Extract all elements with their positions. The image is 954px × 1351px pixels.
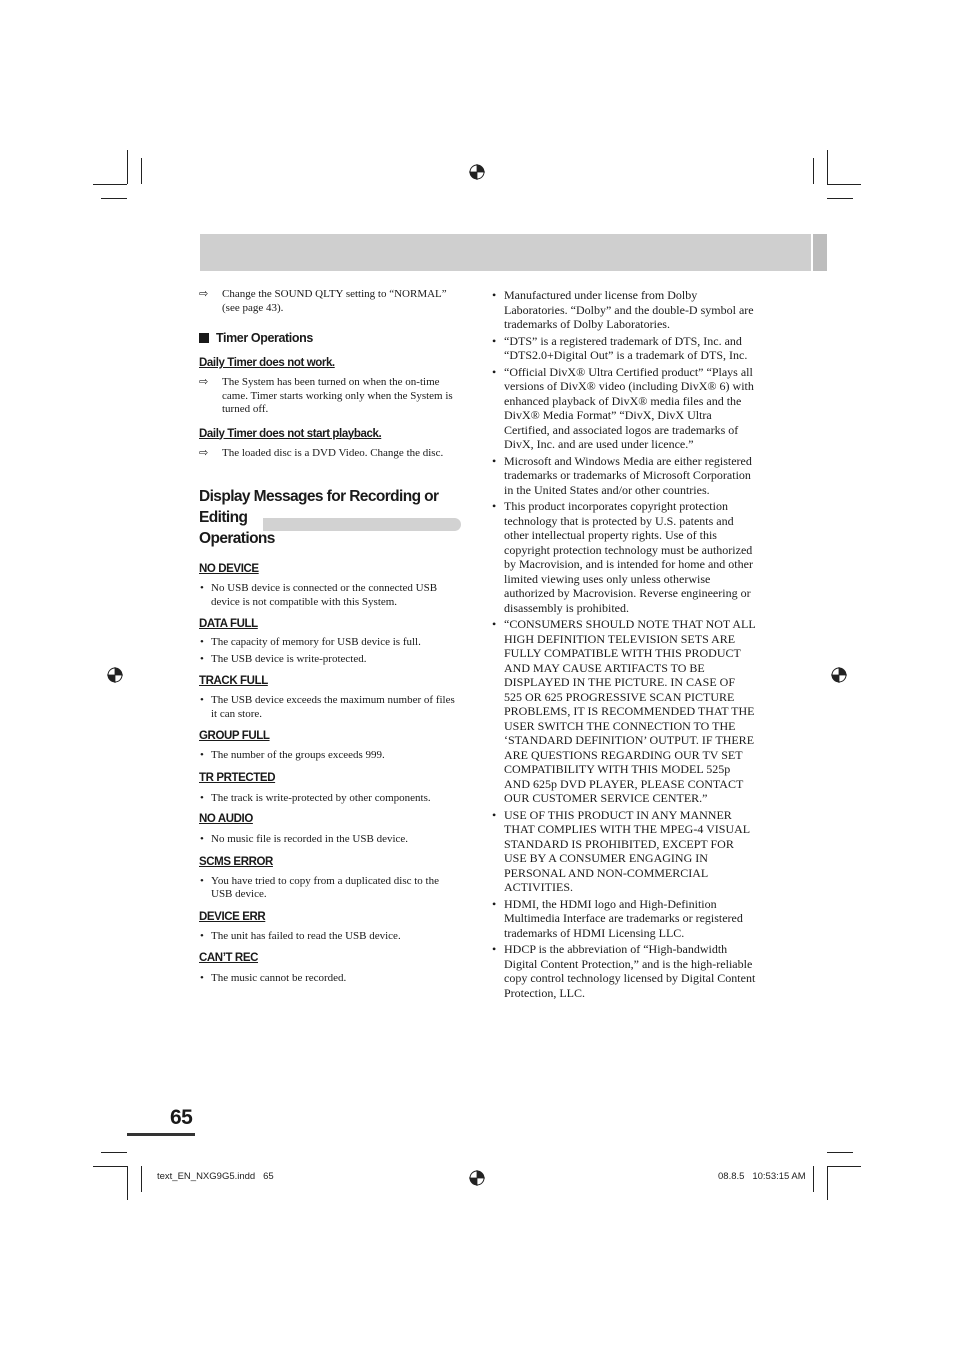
footer-timestamp: 08.8.5 10:53:15 AM bbox=[718, 1171, 806, 1182]
notice-item: • USE OF THIS PRODUCT IN ANY MANNER THAT COMPLIES WITH THE MPEG-4 VISUAL STANDARD IS PROHIBITED, EXCEPT FOR USE BY A CONSUMER ENGAGING IN PERSONAL AND NON-COMMERCIAL ACTIVITIES. bbox=[492, 808, 756, 895]
crop-mark bbox=[93, 184, 127, 185]
message-heading: CAN’T REC bbox=[199, 952, 259, 964]
message-heading: DATA FULL bbox=[199, 618, 258, 630]
page-number: 65 bbox=[170, 1106, 193, 1129]
message-heading: TRACK FULL bbox=[199, 675, 268, 687]
registration-mark-icon bbox=[107, 667, 123, 683]
message-heading: SCMS ERROR bbox=[199, 855, 273, 868]
display-section-title bbox=[199, 486, 461, 549]
message-bullet: • No USB device is connected or the connected USB device is not compatible with this System. bbox=[199, 582, 461, 609]
crop-mark bbox=[827, 1166, 828, 1200]
left-column bbox=[199, 288, 461, 986]
crop-mark bbox=[813, 1166, 814, 1192]
crop-mark bbox=[141, 1166, 142, 1192]
timer-item-text: The System has been turned on when the on-time came. Timer starts working only when the System is turned off. bbox=[222, 376, 453, 415]
timer-section-title-text: Timer Operations bbox=[216, 331, 313, 345]
crop-mark bbox=[827, 198, 853, 199]
timer-item-heading: Daily Timer does not start playback. bbox=[199, 427, 382, 440]
message-bullet: • The unit has failed to read the USB device. bbox=[199, 930, 461, 944]
notice-item: • Manufactured under license from Dolby Laboratories. “Dolby” and the double-D symbol are trademarks of Dolby Laboratories. bbox=[492, 288, 756, 332]
timer-item-text: The loaded disc is a DVD Video. Change the disc. bbox=[222, 446, 444, 459]
message-heading: NO DEVICE bbox=[199, 563, 259, 575]
crop-mark bbox=[813, 158, 814, 184]
registration-mark-icon bbox=[831, 667, 847, 683]
page-number-underline bbox=[127, 1133, 195, 1136]
notice-item: • “Official DivX® Ultra Certified product” “Plays all versions of DivX® video (including DivX® 6) with enhanced playback of DivX® media files and the DivX® Media Format” “DivX, DivX Ultra Certified, and associated logos are trademarks of DivX, Inc. and are used under licence.” bbox=[492, 365, 756, 452]
message-heading: DEVICE ERR bbox=[199, 910, 266, 923]
crop-mark bbox=[93, 1166, 127, 1167]
timer-item-note bbox=[199, 376, 461, 417]
square-bullet-icon bbox=[199, 333, 209, 343]
notice-item: • HDMI, the HDMI logo and High-Definition Multimedia Interface are trademarks or registered trademarks of HDMI Licensing LLC. bbox=[492, 897, 756, 941]
crop-mark bbox=[127, 150, 128, 184]
crop-mark bbox=[827, 184, 861, 185]
message-bullet: • You have tried to copy from a duplicated disc to the USB device. bbox=[199, 875, 461, 902]
timer-section-title bbox=[199, 331, 461, 345]
notice-item: • “DTS” is a registered trademark of DTS, Inc. and “DTS2.0+Digital Out” is a trademark of DTS, Inc. bbox=[492, 334, 756, 363]
timer-item-note bbox=[199, 447, 461, 461]
arrow-right-icon: ⇨ bbox=[199, 445, 209, 459]
crop-mark bbox=[101, 198, 127, 199]
message-bullet: • The USB device is write-protected. bbox=[199, 653, 461, 667]
message-bullet: • The music cannot be recorded. bbox=[199, 972, 461, 986]
notice-item: • Microsoft and Windows Media are either registered trademarks or trademarks of Microsoft Corporation in the United States and/or other countries. bbox=[492, 454, 756, 498]
crop-mark bbox=[827, 150, 828, 184]
intro-note-text: Change the SOUND QLTY setting to “NORMAL” (see page 43). bbox=[222, 288, 447, 314]
arrow-right-icon: ⇨ bbox=[199, 287, 209, 300]
registration-mark-icon bbox=[469, 164, 485, 180]
message-bullet: • The number of the groups exceeds 999. bbox=[199, 749, 461, 763]
timer-item-heading: Daily Timer does not work. bbox=[199, 357, 335, 369]
crop-mark bbox=[827, 1152, 853, 1153]
crop-mark bbox=[827, 1166, 861, 1167]
notice-item: • “CONSUMERS SHOULD NOTE THAT NOT ALL HIGH DEFINITION TELEVISION SETS ARE FULLY COMPATIBLE WITH THIS PRODUCT AND MAY CAUSE ARTIFACTS TO BE DISPLAYED IN THE PICTURE. IN CASE OF 525 OR 625 PROGRESSIVE SCAN PICTURE PROBLEMS, IT IS RECOMMENDED THAT THE USER SWITCH THE CONNECTION TO THE ‘STANDARD DEFINITION’ OUTPUT. IF THERE ARE QUESTIONS REGARDING OUR TV SET COMPATIBILITY WITH THIS MODEL 525p AND 625p DVD PLAYER, PLEASE CONTACT OUR CUSTOMER SERVICE CENTER.” bbox=[492, 617, 756, 806]
registration-mark-icon bbox=[469, 1170, 485, 1186]
message-bullet: • The capacity of memory for USB device is full. bbox=[199, 636, 461, 650]
message-heading: GROUP FULL bbox=[199, 730, 270, 742]
message-bullet: • The track is write-protected by other components. bbox=[199, 792, 461, 806]
notice-item: • HDCP is the abbreviation of “High-bandwidth Digital Content Protection,” and is the high-reliable copy control technology licensed by Digital Content Protection, LLC. bbox=[492, 942, 756, 1000]
message-heading: TR PRTECTED bbox=[199, 771, 276, 784]
display-section-title-line1: Display Messages for Recording or Editing bbox=[199, 488, 439, 526]
right-column bbox=[492, 288, 756, 1002]
header-bar bbox=[200, 234, 827, 271]
crop-mark bbox=[127, 1166, 128, 1200]
notice-item: • This product incorporates copyright protection technology that is protected by U.S. patents and other intellectual property rights. Use of this copyright protection technology must be authorized by Macrovision, and is intended for home and other limited viewing uses only unless otherwise authorized by Macrovision. Reverse engineering or disassembly is prohibited. bbox=[492, 499, 756, 615]
crop-mark bbox=[101, 1152, 127, 1153]
message-bullet: • No music file is recorded in the USB device. bbox=[199, 833, 461, 847]
intro-note bbox=[199, 288, 461, 315]
message-heading: NO AUDIO bbox=[199, 813, 253, 825]
display-section-title-line2: Operations bbox=[199, 530, 275, 547]
message-bullet: • The USB device exceeds the maximum number of files it can store. bbox=[199, 694, 461, 721]
header-bar-end bbox=[811, 234, 827, 271]
arrow-right-icon: ⇨ bbox=[199, 375, 209, 388]
footer-file: text_EN_NXG9G5.indd 65 bbox=[157, 1171, 274, 1182]
crop-mark bbox=[141, 158, 142, 184]
